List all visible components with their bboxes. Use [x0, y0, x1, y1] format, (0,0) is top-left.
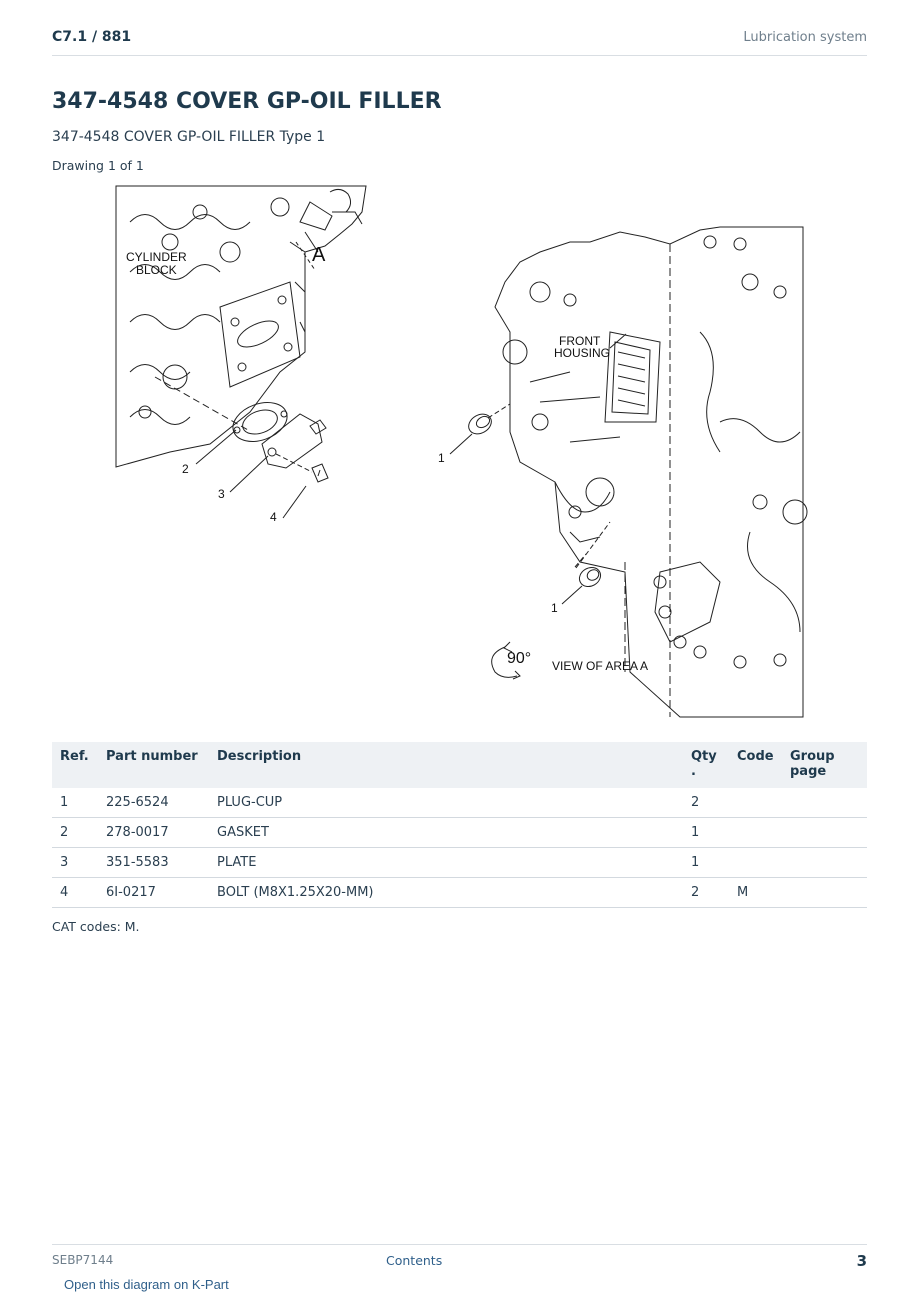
- drawing-count-label: Drawing 1 of 1: [52, 158, 144, 173]
- col-header-code: Code: [729, 742, 782, 788]
- document-id: SEBP7144: [52, 1253, 114, 1267]
- parts-table: [52, 742, 867, 908]
- cell-description: PLUG-CUP: [209, 788, 683, 818]
- cell-ref: 3: [52, 848, 98, 878]
- col-header-qty: Qty .: [683, 742, 729, 788]
- page-number: 3: [856, 1252, 867, 1270]
- callout-2: 2: [182, 462, 189, 476]
- cell-ref: 1: [52, 788, 98, 818]
- label-rotation: 90°: [507, 650, 532, 667]
- header-divider: [52, 55, 867, 56]
- open-kpart-link[interactable]: Open this diagram on K-Part: [64, 1277, 229, 1292]
- col-header-ref: Ref.: [52, 742, 98, 788]
- col-header-part-number: Part number: [98, 742, 209, 788]
- cell-ref: 2: [52, 818, 98, 848]
- chapter-name: Lubrication system: [743, 30, 867, 45]
- label-housing: HOUSING: [554, 346, 611, 360]
- page-subtitle: 347-4548 COVER GP-OIL FILLER Type 1: [52, 129, 326, 145]
- cell-code: [729, 818, 782, 848]
- contents-link[interactable]: Contents: [386, 1253, 443, 1268]
- cell-qty: 2: [683, 878, 729, 908]
- callout-1-upper: 1: [438, 451, 445, 465]
- parts-diagram: [100, 182, 820, 727]
- label-view-of-area: VIEW OF AREA A: [552, 659, 649, 673]
- callout-4: 4: [270, 510, 277, 524]
- cell-group-page: [782, 788, 867, 818]
- cell-ref: 4: [52, 878, 98, 908]
- cell-description: BOLT (M8X1.25X20-MM): [209, 878, 683, 908]
- plate-part: [262, 414, 326, 468]
- table-row: [52, 878, 867, 908]
- cell-code: [729, 788, 782, 818]
- cell-description: GASKET: [209, 818, 683, 848]
- plug-cup-upper: [465, 410, 495, 438]
- section-reference: C7.1 / 881: [52, 29, 132, 45]
- cell-group-page: [782, 878, 867, 908]
- bolt-part: [312, 464, 328, 482]
- cell-part-number: 278-0017: [98, 818, 209, 848]
- col-header-group-page: Group page: [782, 742, 867, 788]
- cell-group-page: [782, 848, 867, 878]
- cell-part-number: 6I-0217: [98, 878, 209, 908]
- cell-qty: 2: [683, 788, 729, 818]
- cell-code: M: [729, 878, 782, 908]
- table-row: [52, 788, 867, 818]
- table-header-row: [52, 742, 867, 788]
- col-header-description: Description: [209, 742, 683, 788]
- callout-1-lower: 1: [551, 601, 558, 615]
- cell-code: [729, 848, 782, 878]
- front-housing-illustration: [495, 227, 807, 717]
- cell-qty: 1: [683, 818, 729, 848]
- cat-codes-note: CAT codes: M.: [52, 919, 140, 934]
- label-area-a: A: [312, 244, 326, 266]
- cell-part-number: 225-6524: [98, 788, 209, 818]
- cell-qty: 1: [683, 848, 729, 878]
- table-row: [52, 818, 867, 848]
- footer-divider: [52, 1244, 867, 1245]
- cell-description: PLATE: [209, 848, 683, 878]
- label-front: FRONT: [559, 334, 601, 348]
- plug-cup-lower: [576, 564, 604, 591]
- cell-group-page: [782, 818, 867, 848]
- page-title: 347-4548 COVER GP-OIL FILLER: [52, 89, 442, 114]
- cell-part-number: 351-5583: [98, 848, 209, 878]
- table-row: [52, 848, 867, 878]
- cylinder-block-illustration: [116, 186, 366, 467]
- label-block: BLOCK: [136, 263, 177, 277]
- label-cylinder: CYLINDER: [126, 250, 187, 264]
- callout-3: 3: [218, 487, 225, 501]
